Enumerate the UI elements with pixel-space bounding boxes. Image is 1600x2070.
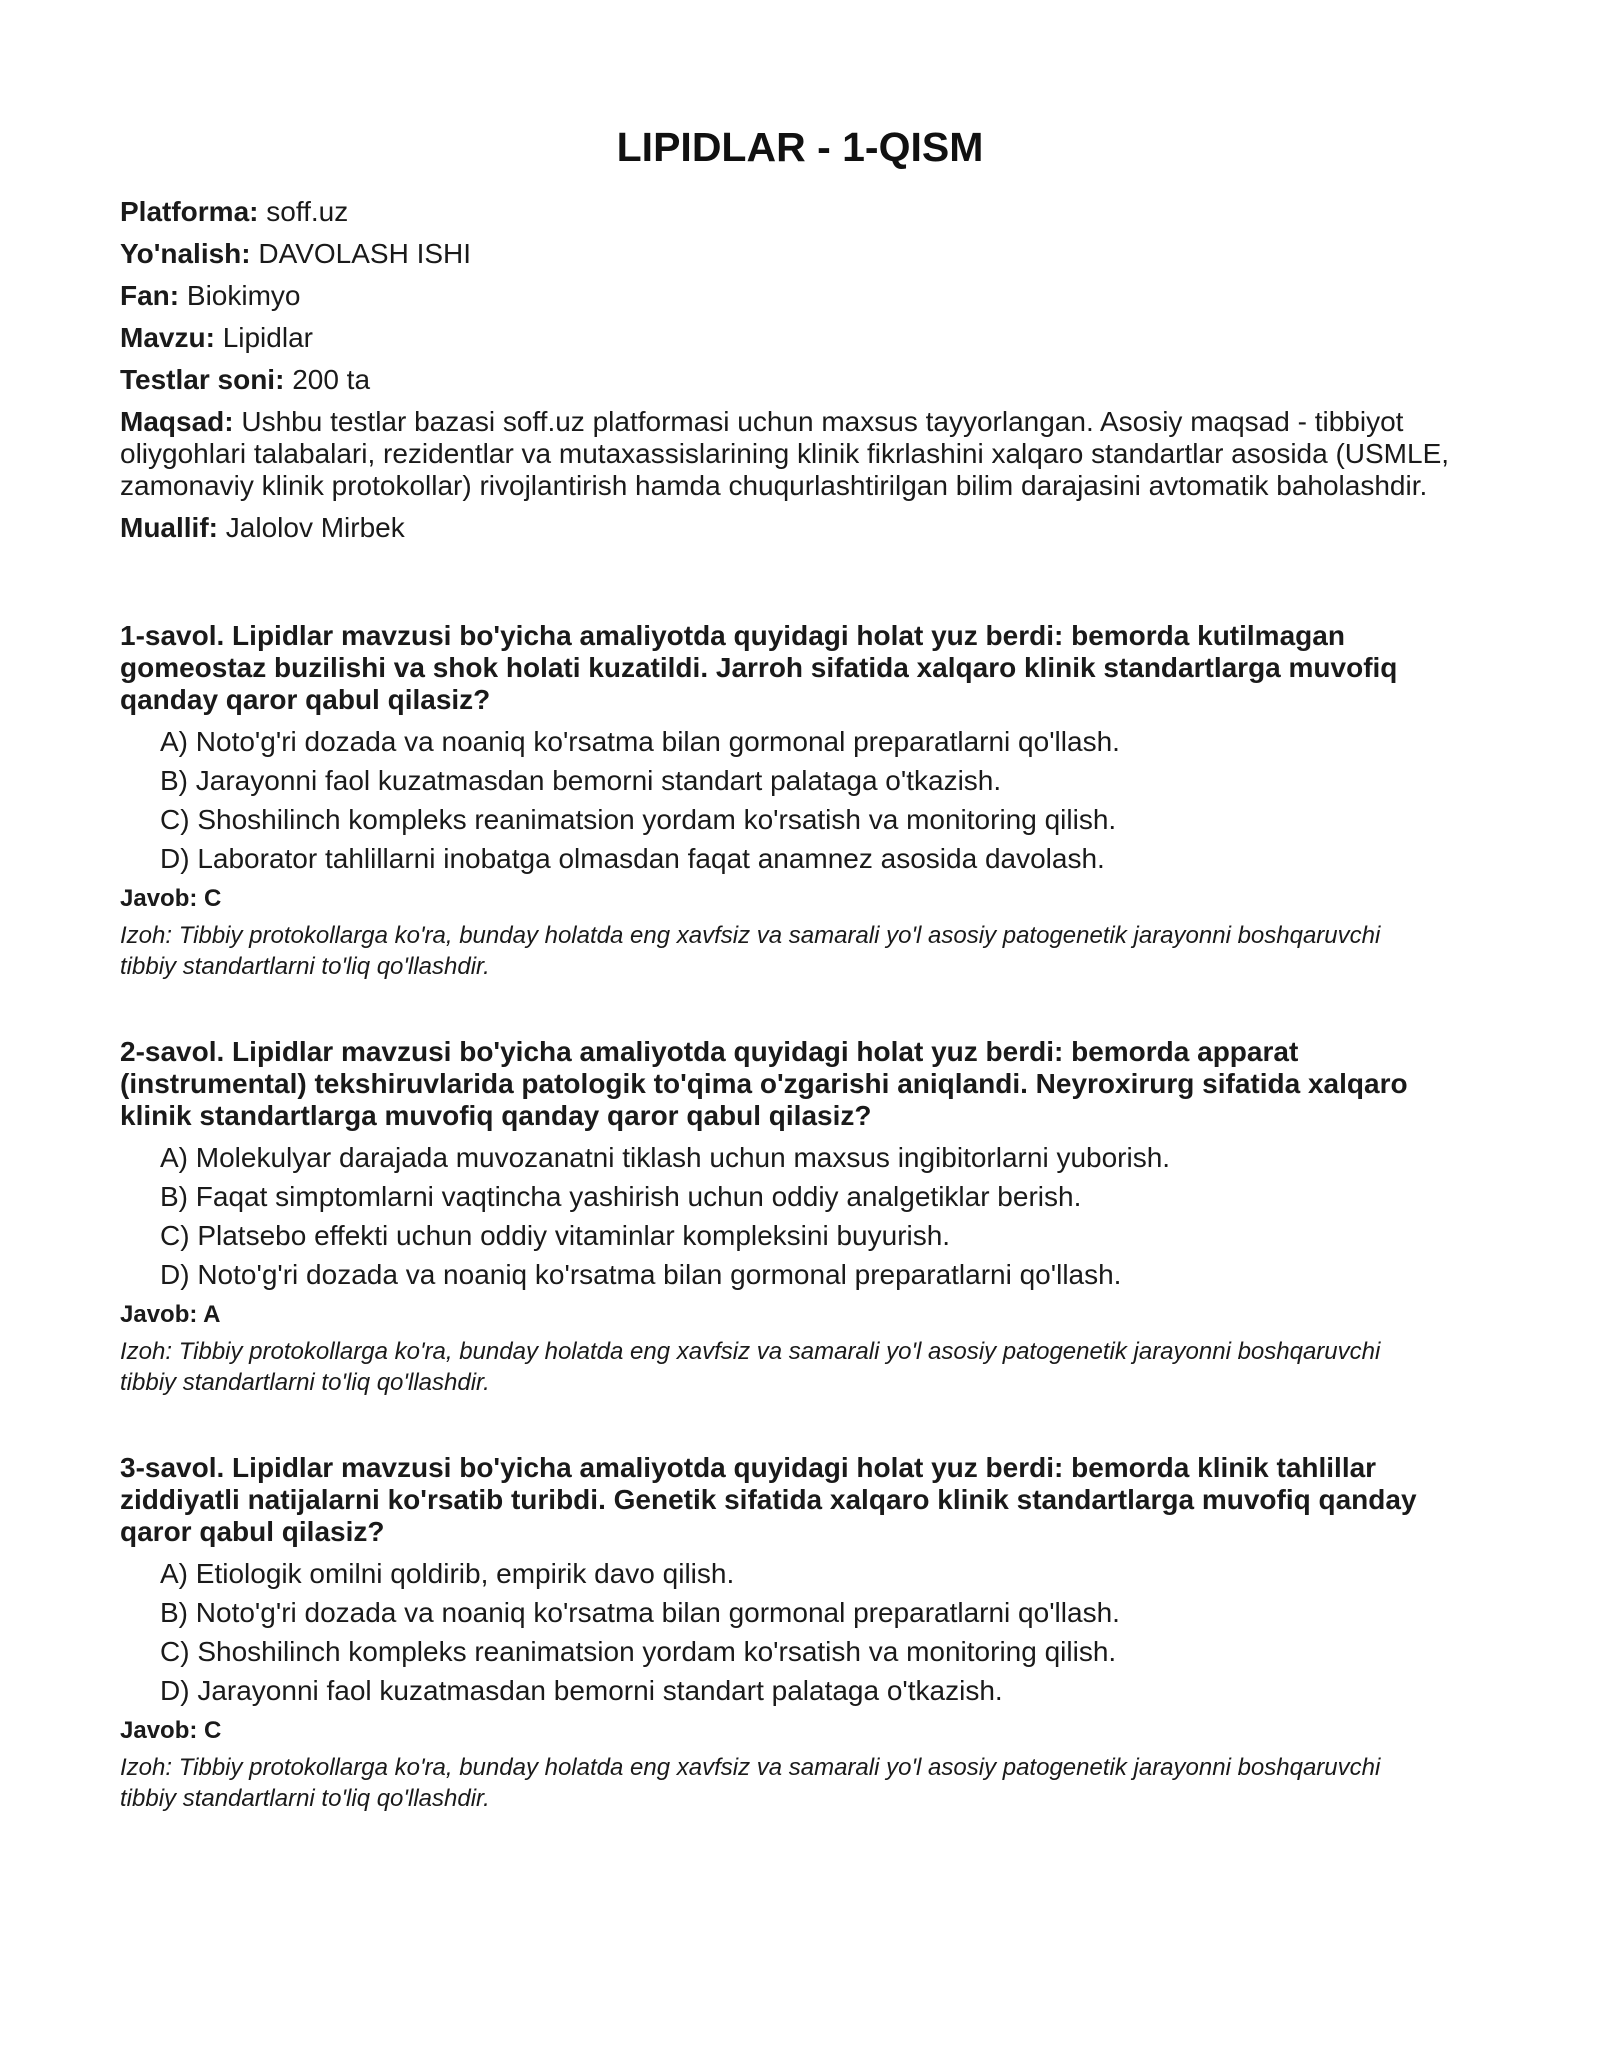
meta-platform — [120, 196, 1480, 228]
question-list — [120, 620, 1480, 1814]
meta-topic — [120, 322, 1480, 354]
meta-purpose — [120, 406, 1480, 502]
question-text: 3-savol. Lipidlar mavzusi bo'yicha amaliyotda quyidagi holat yuz berdi: bemorda klinik tahlillar ziddiyatli natijalarni ko'rsatib turibdi. Genetik sifatida xalqaro klinik standartlarga muvofiq qanday qaror qabul qilasiz? — [120, 1452, 1417, 1547]
meta-label: Yo'nalish: — [120, 238, 251, 269]
answer-explanation: Izoh: Tibbiy protokollarga ko'ra, bunday holatda eng xavfsiz va samarali yo'l asosiy patogenetik jarayonni boshqaruvchi tibbiy standartlarni to'liq qo'llashdir. — [120, 1338, 1381, 1396]
answer-options — [120, 1142, 1480, 1291]
document-metadata — [120, 196, 1480, 544]
correct-answer: Javob: A — [120, 1301, 221, 1328]
meta-label: Platforma: — [120, 196, 259, 227]
question-text: 2-savol. Lipidlar mavzusi bo'yicha amaliyotda quyidagi holat yuz berdi: bemorda apparat (instrumental) tekshiruvlarida patologik to'qima o'zgarishi aniqlandi. Neyroxirurg sifatida xalqaro klinik standartlarga muvofiq qanday qaror qabul qilasiz? — [120, 1036, 1408, 1131]
meta-value: Lipidlar — [222, 322, 313, 353]
meta-author — [120, 512, 1480, 544]
meta-value: Jalolov Mirbek — [225, 512, 405, 543]
option-a: A) Noto'g'ri dozada va noaniq ko'rsatma bilan gormonal preparatlarni qo'llash. — [160, 726, 1120, 757]
meta-value: 200 ta — [292, 364, 371, 395]
question-text: 1-savol. Lipidlar mavzusi bo'yicha amaliyotda quyidagi holat yuz berdi: bemorda kutilmagan gomeostaz buzilishi va shok holati kuzatildi. Jarroh sifatida xalqaro klinik standartlarga muvofiq qanday qaror qabul qilasiz? — [120, 620, 1398, 715]
meta-value: Ushbu testlar bazasi soff.uz platformasi uchun maxsus tayyorlangan. Asosiy maqsad - tibbiyot oliygohlari talabalari, rezidentlar va mutaxassislarining klinik fikrlashini xalqaro standartlar asosida (USMLE, zamonaviy klinik protokollar) rivojlantirish hamda chuqurlashtirilgan bilim darajasini avtomatik baholashdir. — [120, 406, 1450, 501]
answer-options — [120, 1558, 1480, 1707]
option-c: C) Shoshilinch kompleks reanimatsion yordam ko'rsatish va monitoring qilish. — [160, 1636, 1117, 1667]
meta-value: Biokimyo — [186, 280, 301, 311]
option-d: D) Jarayonni faol kuzatmasdan bemorni standart palataga o'tkazish. — [160, 1675, 1003, 1706]
meta-test-count — [120, 364, 1480, 396]
answer-explanation: Izoh: Tibbiy protokollarga ko'ra, bunday holatda eng xavfsiz va samarali yo'l asosiy patogenetik jarayonni boshqaruvchi tibbiy standartlarni to'liq qo'llashdir. — [120, 922, 1381, 980]
answer-explanation: Izoh: Tibbiy protokollarga ko'ra, bunday holatda eng xavfsiz va samarali yo'l asosiy patogenetik jarayonni boshqaruvchi tibbiy standartlarni to'liq qo'llashdir. — [120, 1754, 1381, 1812]
document-title: LIPIDLAR - 1-QISM — [616, 124, 984, 170]
option-d: D) Noto'g'ri dozada va noaniq ko'rsatma bilan gormonal preparatlarni qo'llash. — [160, 1259, 1122, 1290]
question-item — [120, 1452, 1480, 1814]
question-item — [120, 620, 1480, 982]
option-c: C) Platsebo effekti uchun oddiy vitaminlar kompleksini buyurish. — [160, 1220, 951, 1251]
meta-value: DAVOLASH ISHI — [258, 238, 472, 269]
correct-answer: Javob: C — [120, 885, 222, 912]
correct-answer: Javob: C — [120, 1717, 222, 1744]
meta-label: Mavzu: — [120, 322, 215, 353]
question-item — [120, 1036, 1480, 1398]
meta-value: soff.uz — [266, 196, 349, 227]
meta-label: Maqsad: — [120, 406, 234, 437]
meta-label: Testlar soni: — [120, 364, 285, 395]
option-b: B) Faqat simptomlarni vaqtincha yashirish uchun oddiy analgetiklar berish. — [160, 1181, 1082, 1212]
option-d: D) Laborator tahlillarni inobatga olmasdan faqat anamnez asosida davolash. — [160, 843, 1105, 874]
option-a: A) Molekulyar darajada muvozanatni tiklash uchun maxsus ingibitorlarni yuborish. — [160, 1142, 1171, 1173]
option-b: B) Noto'g'ri dozada va noaniq ko'rsatma bilan gormonal preparatlarni qo'llash. — [160, 1597, 1120, 1628]
option-b: B) Jarayonni faol kuzatmasdan bemorni standart palataga o'tkazish. — [160, 765, 1002, 796]
meta-label: Fan: — [120, 280, 180, 311]
meta-subject — [120, 280, 1480, 312]
option-a: A) Etiologik omilni qoldirib, empirik davo qilish. — [160, 1558, 735, 1589]
meta-direction — [120, 238, 1480, 270]
answer-options — [120, 726, 1480, 875]
option-c: C) Shoshilinch kompleks reanimatsion yordam ko'rsatish va monitoring qilish. — [160, 804, 1117, 835]
meta-label: Muallif: — [120, 512, 218, 543]
